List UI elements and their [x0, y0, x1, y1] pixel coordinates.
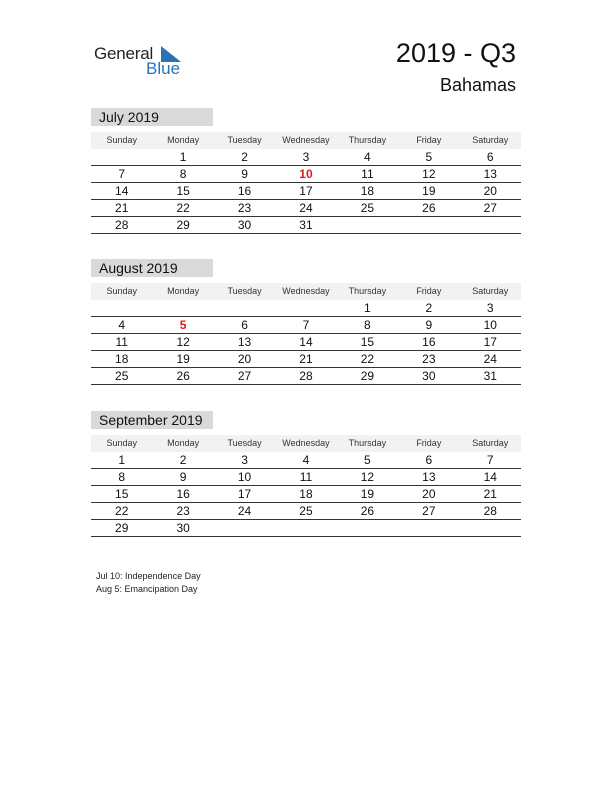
day-cell: 22: [115, 504, 129, 518]
day-cell: [460, 520, 521, 536]
day-cell: 6: [241, 318, 248, 332]
day-cell: 9: [425, 318, 433, 332]
day-cell: 7: [302, 318, 310, 332]
day-cell: 29: [360, 369, 375, 383]
day-cell: 14: [299, 335, 313, 349]
weekday-header-row: [91, 435, 521, 452]
day-cell: 30: [176, 521, 190, 535]
day-cell: [214, 300, 275, 316]
day-cell: 13: [483, 167, 497, 181]
day-cell: [337, 520, 398, 536]
weekday-header: Sunday: [106, 135, 137, 145]
day-cell: 28: [483, 504, 497, 518]
day-cell: 10: [483, 318, 497, 332]
day-cell: 7: [486, 453, 494, 467]
weekday-header: Thursday: [348, 286, 387, 296]
day-cell: [275, 300, 336, 316]
day-cell: 4: [364, 150, 371, 164]
day-cell: 19: [176, 352, 190, 366]
day-cell: 17: [299, 184, 313, 198]
day-cell: 16: [422, 335, 436, 349]
day-cell: 1: [179, 150, 187, 164]
month-label: September 2019: [91, 411, 213, 429]
week-row: [91, 486, 521, 503]
day-cell: 20: [237, 352, 252, 366]
day-cell: 5: [364, 453, 371, 467]
weekday-header: Wednesday: [282, 286, 330, 296]
day-cell: 18: [115, 352, 129, 366]
day-cell: 23: [176, 504, 190, 518]
day-cell: 3: [302, 150, 310, 164]
month-calendar: [91, 259, 521, 385]
weekday-header: Wednesday: [282, 135, 330, 145]
day-cell: 4: [118, 318, 126, 332]
day-cell: 27: [483, 201, 497, 215]
day-cell: 8: [179, 167, 187, 181]
holiday-notes: [96, 570, 201, 596]
day-cell: 14: [483, 470, 497, 484]
weekday-header: Tuesday: [227, 286, 262, 296]
day-cell: [398, 520, 459, 536]
day-cell: 27: [422, 504, 436, 518]
day-cell: 2: [179, 453, 187, 467]
day-cell: 6: [486, 150, 494, 164]
logo: [94, 44, 194, 78]
day-cell: 21: [483, 487, 497, 501]
weekday-header: Sunday: [106, 286, 137, 296]
day-cell: 22: [360, 352, 375, 366]
day-cell: 23: [422, 352, 436, 366]
week-row: [91, 166, 521, 183]
month-grid: [91, 132, 521, 234]
day-cell: 25: [360, 201, 375, 215]
day-cell: 21: [115, 201, 129, 215]
day-cell: 20: [422, 487, 436, 501]
day-cell: 15: [115, 487, 129, 501]
day-cell: 21: [299, 352, 313, 366]
day-cell: 15: [176, 184, 190, 198]
day-cell: 3: [486, 301, 494, 315]
weekday-header: Saturday: [472, 135, 509, 145]
day-cell: 24: [483, 352, 497, 366]
holiday-note: Aug 5: Emancipation Day: [96, 584, 198, 594]
day-cell: 23: [237, 201, 252, 215]
weekday-header-row: [91, 132, 521, 149]
day-cell: [460, 217, 521, 233]
weekday-header: Sunday: [106, 438, 137, 448]
weekday-header: Friday: [416, 135, 442, 145]
day-cell: 22: [176, 201, 190, 215]
country-name: Bahamas: [439, 75, 516, 95]
week-row: [91, 520, 521, 537]
weekday-header: Friday: [416, 438, 442, 448]
day-cell: 17: [237, 487, 252, 501]
week-row: [91, 368, 521, 385]
day-cell: 12: [422, 167, 436, 181]
weekday-header: Saturday: [472, 286, 509, 296]
weekday-header: Friday: [416, 286, 442, 296]
day-cell: 3: [241, 453, 248, 467]
weekday-header-row: [91, 283, 521, 300]
day-cell: 12: [176, 335, 190, 349]
day-cell: 25: [115, 369, 129, 383]
week-row: [91, 351, 521, 368]
day-cell: 12: [360, 470, 375, 484]
day-cell: 27: [237, 369, 252, 383]
day-cell: 28: [299, 369, 313, 383]
day-cell: 11: [361, 167, 374, 181]
day-cell: 17: [483, 335, 497, 349]
quarter-title: 2019 - Q3: [395, 38, 516, 68]
day-cell: 29: [176, 218, 190, 232]
day-cell: [214, 520, 275, 536]
month-grid: [91, 283, 521, 385]
week-row: [91, 317, 521, 334]
logo-text-general: General: [94, 44, 154, 63]
day-cell: 28: [115, 218, 129, 232]
day-cell: 9: [241, 167, 248, 181]
day-cell: [152, 300, 213, 316]
holiday-note: Jul 10: Independence Day: [96, 571, 201, 581]
day-cell: 31: [299, 218, 313, 232]
day-cell: [337, 217, 398, 233]
weekday-header: Thursday: [348, 438, 387, 448]
week-row: [91, 149, 521, 166]
day-cell: 19: [422, 184, 436, 198]
day-cell: 1: [118, 453, 126, 467]
week-row: [91, 452, 521, 469]
week-row: [91, 183, 521, 200]
day-cell: 13: [422, 470, 436, 484]
week-row: [91, 503, 521, 520]
weekday-header: Monday: [167, 438, 200, 448]
weekday-header: Monday: [167, 135, 200, 145]
day-cell: 16: [237, 184, 252, 198]
day-cell: [275, 520, 336, 536]
day-cell: 26: [176, 369, 190, 383]
day-cell: 2: [241, 150, 248, 164]
day-cell: 13: [237, 335, 252, 349]
day-cell: 4: [302, 453, 310, 467]
day-cell: 26: [422, 201, 436, 215]
day-cell: 20: [483, 184, 497, 198]
month-grid: [91, 435, 521, 537]
day-cell: 7: [118, 167, 126, 181]
day-cell: 10: [237, 470, 252, 484]
month-calendar: [91, 108, 521, 234]
day-cell: 1: [364, 301, 371, 315]
month-label: July 2019: [91, 108, 213, 126]
day-cell: 18: [360, 184, 375, 198]
day-cell: 6: [425, 453, 433, 467]
day-cell: 9: [179, 470, 187, 484]
day-cell: 25: [299, 504, 313, 518]
day-cell: 30: [237, 218, 252, 232]
day-cell: [398, 217, 459, 233]
day-cell: 24: [299, 201, 313, 215]
day-cell: 8: [118, 470, 126, 484]
week-row: [91, 200, 521, 217]
day-cell: 11: [299, 470, 313, 484]
day-cell: [91, 149, 152, 165]
weekday-header: Wednesday: [282, 438, 330, 448]
weekday-header: Thursday: [348, 135, 387, 145]
day-cell: 29: [115, 521, 129, 535]
logo-text-blue: Blue: [146, 59, 181, 78]
day-cell: 14: [115, 184, 129, 198]
weekday-header: Monday: [167, 286, 200, 296]
day-cell: 19: [360, 487, 375, 501]
week-row: [91, 217, 521, 234]
day-cell: 2: [425, 301, 433, 315]
day-cell: 16: [176, 487, 190, 501]
month-label: August 2019: [91, 259, 213, 277]
weekday-header: Tuesday: [227, 135, 262, 145]
day-cell: 5: [425, 150, 433, 164]
week-row: [91, 300, 521, 317]
day-cell: 8: [364, 318, 371, 332]
weekday-header: Tuesday: [227, 438, 262, 448]
day-cell: [91, 300, 152, 316]
week-row: [91, 334, 521, 351]
month-calendar: [91, 411, 521, 537]
day-cell: 24: [237, 504, 252, 518]
weekday-header: Saturday: [472, 438, 509, 448]
day-cell: 11: [115, 335, 128, 349]
day-cell: 30: [422, 369, 436, 383]
day-cell: 31: [483, 369, 497, 383]
holiday-day-cell: 10: [299, 167, 313, 181]
day-cell: 18: [299, 487, 313, 501]
holiday-day-cell: 5: [179, 318, 187, 332]
week-row: [91, 469, 521, 486]
day-cell: 15: [360, 335, 375, 349]
day-cell: 26: [360, 504, 375, 518]
